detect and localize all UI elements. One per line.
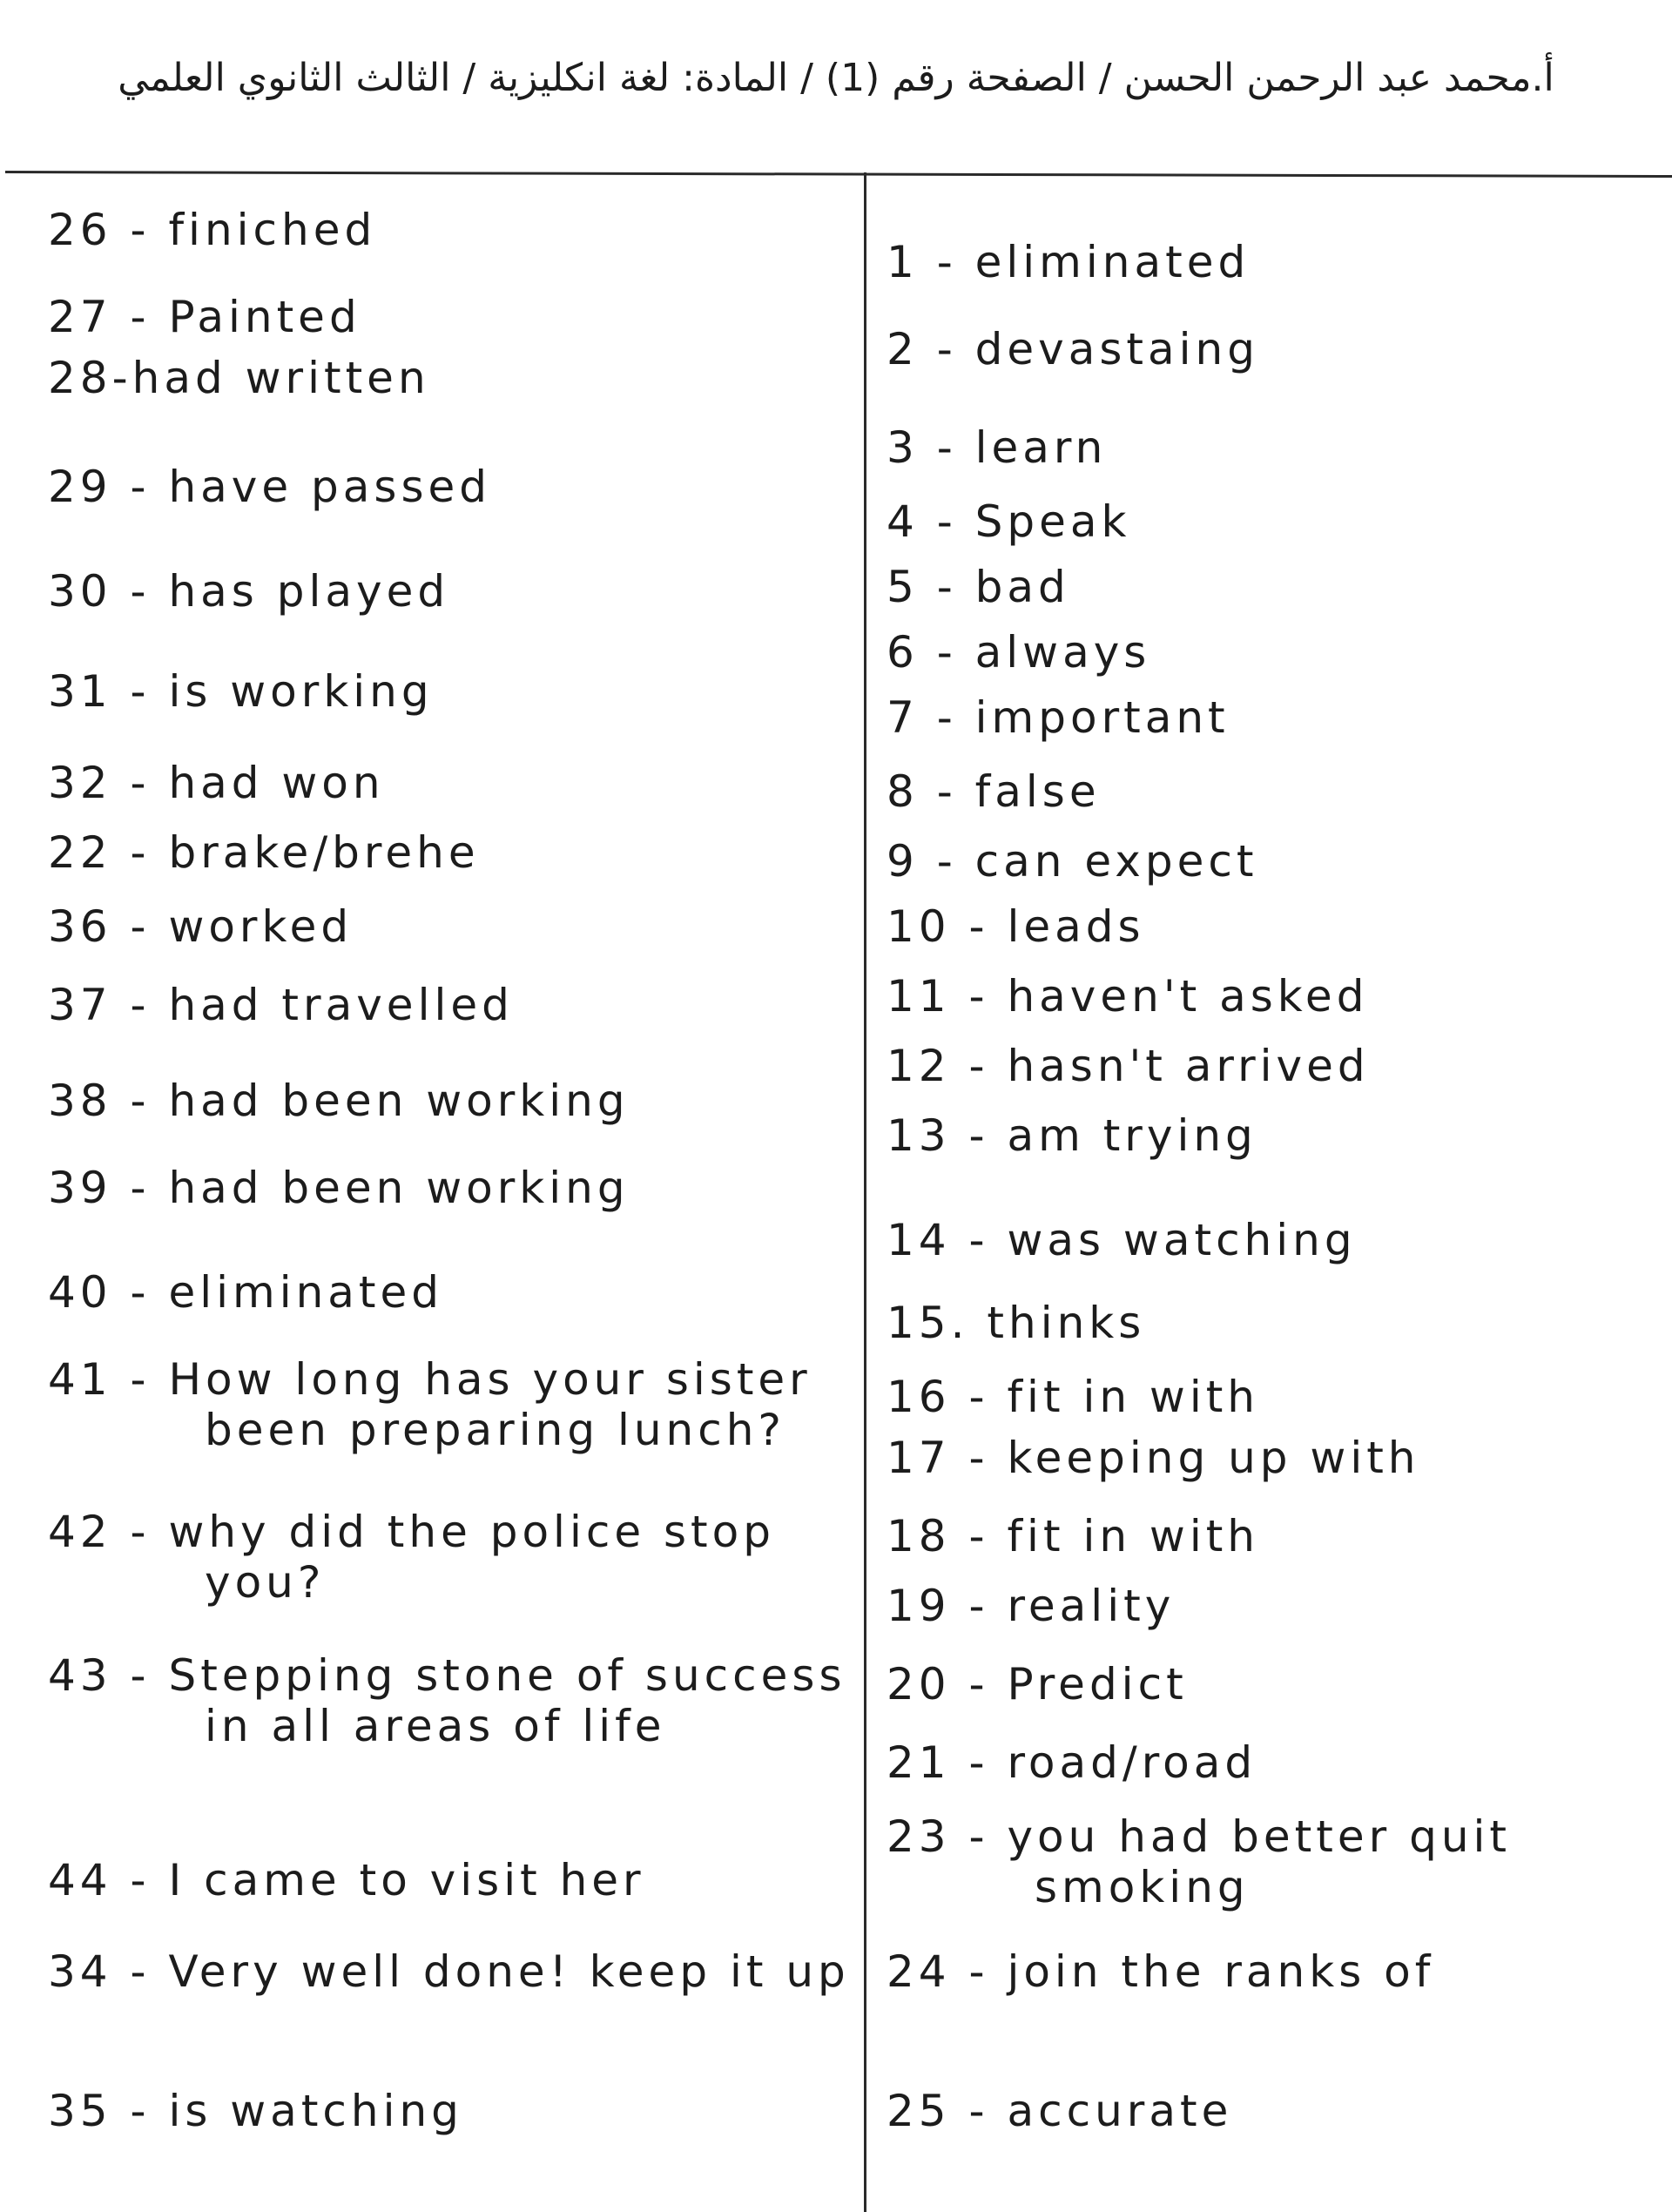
answer-text: 10 - leads	[887, 901, 1145, 952]
left-answer-item	[48, 827, 480, 878]
right-answer-item	[887, 496, 1130, 547]
answer-text: 20 - Predict	[887, 1659, 1188, 1710]
answer-text: 6 - always	[887, 627, 1151, 678]
left-answer-item	[48, 1946, 850, 1997]
answer-continuation: been preparing lunch?	[205, 1405, 785, 1455]
right-answer-item	[887, 971, 1368, 1022]
right-answer-item	[887, 1737, 1257, 1788]
left-answer-item	[48, 1267, 443, 1318]
answer-text: 26 - finiched	[48, 205, 377, 255]
answer-text: 25 - accurate	[887, 2086, 1233, 2136]
answer-continuation: smoking	[1035, 1862, 1250, 1912]
right-answer-item	[887, 422, 1107, 473]
right-answer-item	[887, 901, 1145, 952]
answer-text: 13 - am trying	[887, 1110, 1257, 1161]
answer-text: 38 - had been working	[48, 1076, 630, 1126]
answer-text: 44 - I came to visit her	[48, 1855, 645, 1905]
answer-text: 14 - was watching	[887, 1215, 1357, 1265]
answer-text: 21 - road/road	[887, 1737, 1257, 1788]
right-answer-item	[887, 692, 1230, 743]
page-header: أ.محمد عبد الرحمن الحسن / الصفحة رقم (1) / المادة: لغة انكليزية / الثالث الثانوي العلمي	[118, 56, 1554, 100]
answer-text: 17 - keeping up with	[887, 1433, 1420, 1483]
right-answer-item	[887, 1041, 1370, 1091]
answer-text: 11 - haven't asked	[887, 971, 1369, 1022]
answer-text: 36 - worked	[48, 901, 354, 952]
answer-text: 8 - false	[887, 766, 1101, 817]
right-answer-item	[887, 1110, 1257, 1161]
answer-text: 12 - hasn't arrived	[887, 1041, 1370, 1091]
answer-text: 27 - Painted	[48, 292, 361, 342]
answer-text: 9 - can expect	[887, 836, 1258, 887]
answer-text: 40 - eliminated	[48, 1267, 444, 1318]
right-answer-item	[887, 836, 1257, 887]
right-answer-item	[887, 1433, 1420, 1483]
left-answer-item	[48, 1855, 645, 1905]
answer-continuation: in all areas of life	[205, 1701, 666, 1751]
answer-text: 29 - have passed	[48, 462, 492, 512]
right-answer-item	[887, 2086, 1232, 2136]
left-answer-item	[48, 666, 434, 717]
answer-text: 42 - why did the police stop	[48, 1507, 775, 1557]
answer-continuation: you?	[205, 1557, 326, 1608]
answer-text: 2 - devastaing	[887, 324, 1259, 374]
answer-text: 15. thinks	[887, 1298, 1146, 1348]
right-answer-item	[887, 766, 1101, 817]
answer-text: 5 - bad	[887, 562, 1070, 612]
right-answer-item	[887, 627, 1150, 678]
left-answer-item	[48, 205, 376, 255]
answer-text: 7 - important	[887, 692, 1230, 743]
right-answer-item	[887, 237, 1250, 287]
left-answer-item	[48, 758, 385, 808]
left-answer-item	[48, 462, 491, 512]
left-answer-item	[48, 980, 514, 1030]
answer-text: 34 - Very well done! keep it up	[48, 1946, 850, 1997]
answer-text: 19 - reality	[887, 1581, 1176, 1631]
answer-text: 41 - How long has your sister	[48, 1354, 812, 1405]
right-answer-item	[887, 1581, 1175, 1631]
left-answer-item	[48, 566, 449, 617]
answer-text: 30 - has played	[48, 566, 450, 617]
right-answer-item	[887, 1659, 1188, 1710]
left-answer-item	[48, 292, 361, 342]
left-answer-item	[48, 1507, 775, 1608]
column-divider	[864, 172, 866, 2212]
left-answer-item	[48, 353, 430, 403]
answer-text: 43 - Stepping stone of success	[48, 1650, 846, 1701]
answer-text: 4 - Speak	[887, 496, 1131, 547]
left-answer-item	[48, 1650, 846, 1751]
right-answer-item	[887, 1372, 1259, 1422]
header-divider	[5, 171, 1672, 178]
left-answer-item	[48, 1163, 630, 1213]
answer-text: 31 - is working	[48, 666, 434, 717]
right-answer-item	[887, 1215, 1357, 1265]
right-answer-item	[887, 324, 1259, 374]
answer-text: 39 - had been working	[48, 1163, 630, 1213]
answer-text: 1 - eliminated	[887, 237, 1251, 287]
left-answer-item	[48, 2086, 463, 2136]
right-answer-item	[887, 1811, 1511, 1912]
right-answer-item	[887, 1511, 1259, 1561]
left-answer-item	[48, 1354, 812, 1455]
answer-text: 3 - learn	[887, 422, 1108, 473]
left-answer-item	[48, 901, 353, 952]
right-answer-item	[887, 1298, 1145, 1348]
right-answer-item	[887, 562, 1070, 612]
answer-text: 37 - had travelled	[48, 980, 514, 1030]
left-answer-item	[48, 1076, 630, 1126]
answer-text: 16 - fit in with	[887, 1372, 1259, 1422]
answer-text: 35 - is watching	[48, 2086, 463, 2136]
answer-text: 32 - had won	[48, 758, 385, 808]
answer-text: 22 - brake/brehe	[48, 827, 480, 878]
answer-text: 28-had written	[48, 353, 430, 403]
right-answer-item	[887, 1946, 1434, 1997]
answer-text: 18 - fit in with	[887, 1511, 1259, 1561]
answer-text: 24 - join the ranks of	[887, 1946, 1435, 1997]
answer-text: 23 - you had better quit	[887, 1811, 1512, 1862]
